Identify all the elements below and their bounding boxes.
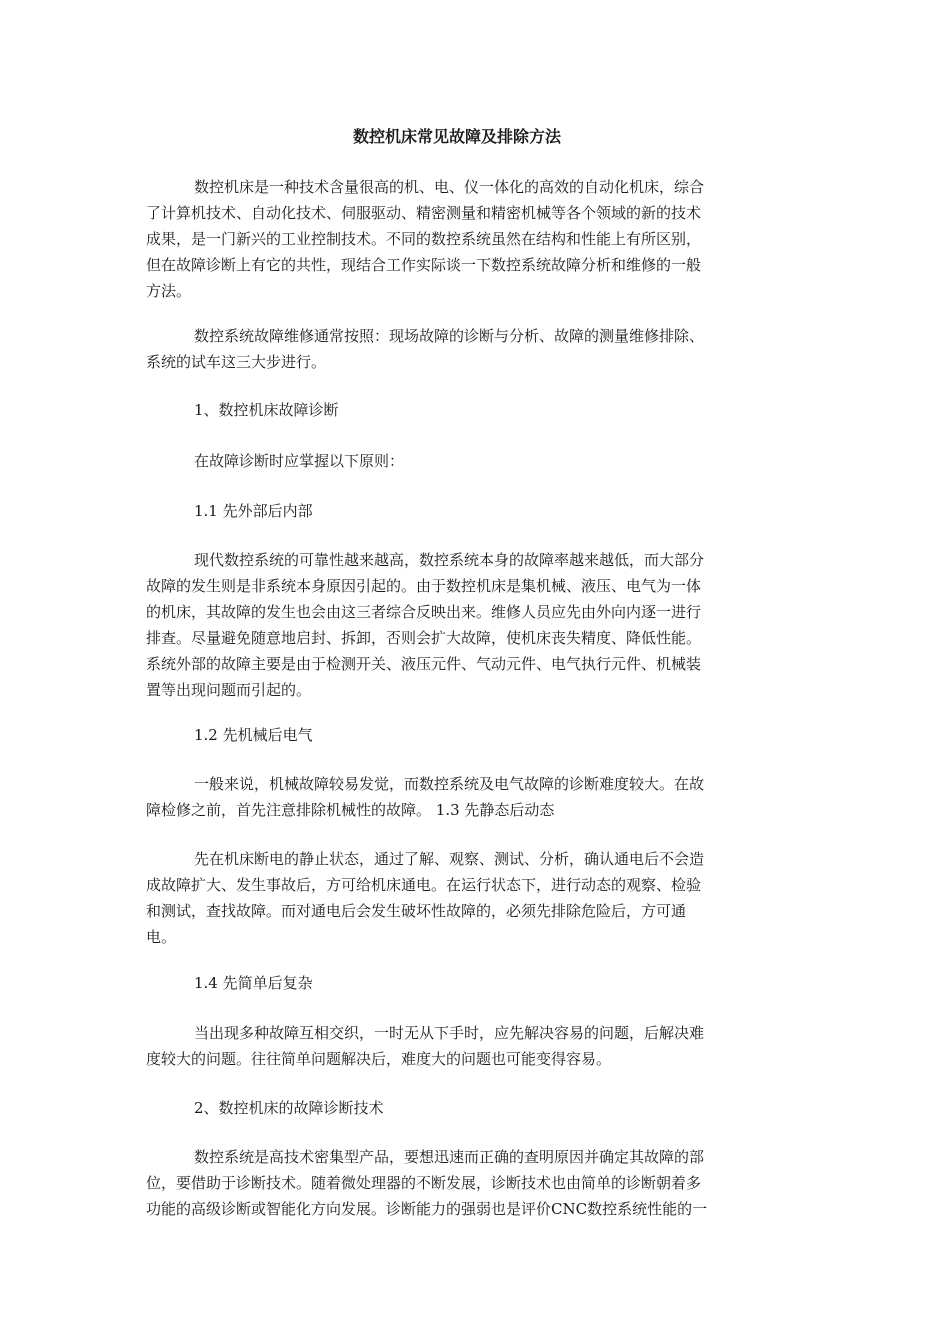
paragraph-line: 和测试，查找故障。而对通电后会发生破坏性故障的，必须先排除危险后，方可通 [146,902,687,920]
paragraph-line: 故障的发生则是非系统本身原因引起的。由于数控机床是集机械、液压、电气为一体 [146,577,702,595]
paragraph-line: 一般来说，机械故障较易发觉，而数控系统及电气故障的诊断难度较大。在故 [194,775,705,793]
heading-text: 1、数控机床故障诊断 [194,401,339,419]
paragraph-mechanical-first [146,771,768,823]
paragraph-line: 现代数控系统的可靠性越来越高，数控系统本身的故障率越来越低，而大部分 [194,551,705,569]
section-heading-2 [146,1095,816,1121]
paragraph-simple-first [146,1020,768,1072]
paragraph-line: 了计算机技术、自动化技术、伺服驱动、精密测量和精密机械等各个领域的新的技术 [146,204,702,222]
paragraph-line: 障检修之前，首先注意排除机械性的故障。 1.3 先静态后动态 [146,801,555,819]
heading-text: 2、数控机床的故障诊断技术 [194,1099,384,1117]
subsection-heading-1-2 [146,722,816,748]
paragraph-line: 电。 [146,928,177,946]
paragraph-line: 位，要借助于诊断技术。随着微处理器的不断发展，诊断技术也由简单的诊断朝着多 [146,1174,702,1192]
paragraph-line: 排查。尽量避免随意地启封、拆卸，否则会扩大故障，使机床丧失精度、降低性能。 [146,629,702,647]
subsection-heading-1-1 [146,498,816,524]
subsection-heading-1-4 [146,970,816,996]
paragraph-line: 的机床，其故障的发生也会由这三者综合反映出来。维修人员应先由外向内逐一进行 [146,603,702,621]
heading-text: 1.2 先机械后电气 [194,726,313,744]
paragraph-static-first [146,846,768,950]
heading-text: 在故障诊断时应掌握以下原则： [194,452,405,470]
heading-text: 1.1 先外部后内部 [194,502,313,520]
paragraph-line: 数控系统故障维修通常按照：现场故障的诊断与分析、故障的测量维修排除、 [194,327,705,345]
paragraph-line: 先在机床断电的静止状态，通过了解、观察、测试、分析，确认通电后不会造 [194,850,705,868]
paragraph-line: 度较大的问题。往往简单问题解决后，难度大的问题也可能变得容易。 [146,1050,612,1068]
paragraph-line: 成故障扩大、发生事故后，方可给机床通电。在运行状态下，进行动态的观察、检验 [146,876,702,894]
paragraph-line: 但在故障诊断上有它的共性，现结合工作实际谈一下数控系统故障分析和维修的一般 [146,256,702,274]
paragraph-line: 系统的试车这三大步进行。 [146,353,327,371]
paragraph-line: 置等出现问题而引起的。 [146,681,312,699]
paragraph-line: 数控系统是高技术密集型产品，要想迅速而正确的查明原因并确定其故障的部 [194,1148,705,1166]
document-title: 数控机床常见故障及排除方法 [352,127,561,146]
paragraph-line: 方法。 [146,282,192,300]
paragraph-line: 当出现多种故障互相交织，一时无从下手时，应先解决容易的问题，后解决难 [194,1024,705,1042]
paragraph-maintenance-steps [146,323,768,375]
paragraph-line: 成果，是一门新兴的工业控制技术。不同的数控系统虽然在结构和性能上有所区别， [146,230,702,248]
paragraph-diagnosis-tech [146,1144,768,1222]
paragraph-line: 数控机床是一种技术含量很高的机、电、仪一体化的高效的自动化机床，综合 [194,178,705,196]
paragraph-principles-intro [146,448,816,474]
paragraph-intro [146,174,768,304]
section-heading-1 [146,397,816,423]
paragraph-line: 系统外部的故障主要是由于检测开关、液压元件、气动元件、电气执行元件、机械装 [146,655,702,673]
paragraph-line: 功能的高级诊断或智能化方向发展。诊断能力的强弱也是评价CNC数控系统性能的一 [146,1200,708,1218]
heading-text: 1.4 先简单后复杂 [194,974,313,992]
paragraph-external-first [146,547,768,703]
